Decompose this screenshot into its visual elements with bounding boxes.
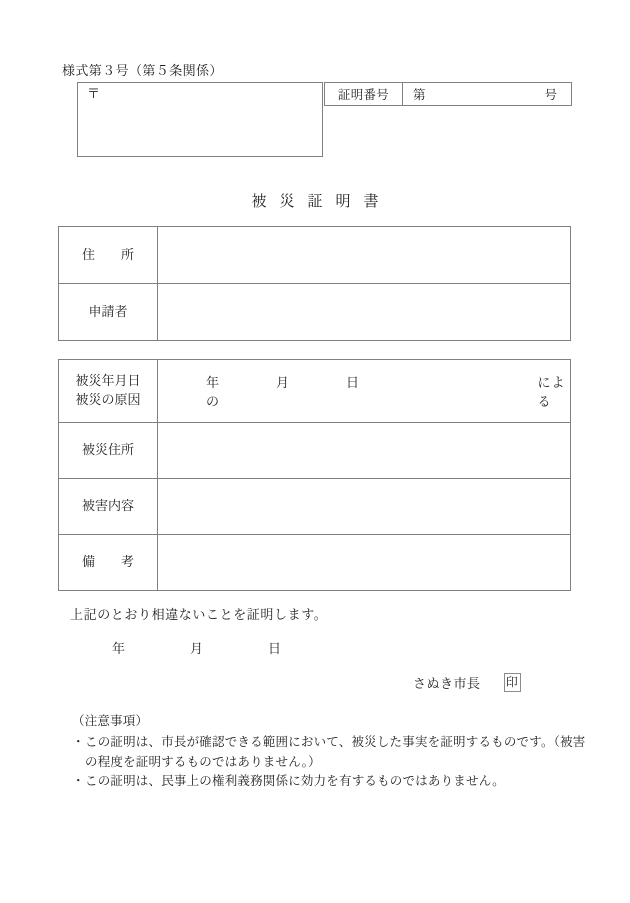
table-row [58,479,571,535]
table-row [58,423,571,479]
row-label-damage-date: 被災年月日 [75,373,141,389]
bullet-icon: ・ [72,774,85,789]
table-row [58,226,571,284]
table-row [58,535,571,591]
table-row [58,284,571,341]
row-label-applicant: 申請者 [59,284,158,340]
table-row [58,359,571,423]
certificate-number-field[interactable] [403,83,571,105]
certificate-number-box [324,82,572,106]
row-label-damage-address: 被災住所 [59,423,158,478]
signer-name: さぬき市長 [413,676,481,691]
applicant-table [58,226,571,341]
damage-date-placeholder: 年 月 日 の [206,375,417,409]
certificate-number-prefix: 第 [413,88,426,102]
note-item [72,772,592,792]
certificate-number-label: 証明番号 [325,83,403,105]
page-title: 被災証明書 [251,194,392,210]
row-value-damage-detail[interactable] [158,479,570,534]
certification-date-line[interactable]: 年 月 日 [112,641,308,656]
row-value-address[interactable] [158,227,570,283]
bullet-icon: ・ [72,734,85,749]
damage-table [58,359,571,591]
row-value-applicant[interactable] [158,284,570,340]
damage-cause-suffix: による [537,375,566,409]
row-value-remarks[interactable] [158,535,570,590]
certification-statement: 上記のとおり相違ないことを証明します。 [70,607,328,622]
note-text: この証明は、民事上の権利義務関係に効力を有するものではありません。 [85,774,505,789]
row-label-address: 住 所 [59,227,158,283]
row-label-remarks: 備 考 [59,535,158,590]
signer-block [413,673,521,692]
row-label-damage-cause: 被災の原因 [75,392,141,407]
postal-mark-icon: 〒 [87,86,101,101]
note-item [72,733,592,773]
row-label-damage-date-cause [59,360,158,422]
row-value-damage-address[interactable] [158,423,570,478]
notes-section [72,712,592,792]
form-number: 様式第３号（第５条関係） [62,63,223,78]
seal-stamp-icon: 印 [504,673,521,692]
row-value-damage-date-cause[interactable] [158,360,570,422]
applicant-address-box[interactable] [77,82,323,157]
certificate-number-suffix: 号 [544,88,557,102]
notes-title: （注意事項） [72,714,149,728]
note-text: この証明は、市長が確認できる範囲において、被災した事実を証明するものです。（被害の程度を証明するものではありません。） [85,734,586,769]
row-label-damage-detail: 被害内容 [59,479,158,534]
